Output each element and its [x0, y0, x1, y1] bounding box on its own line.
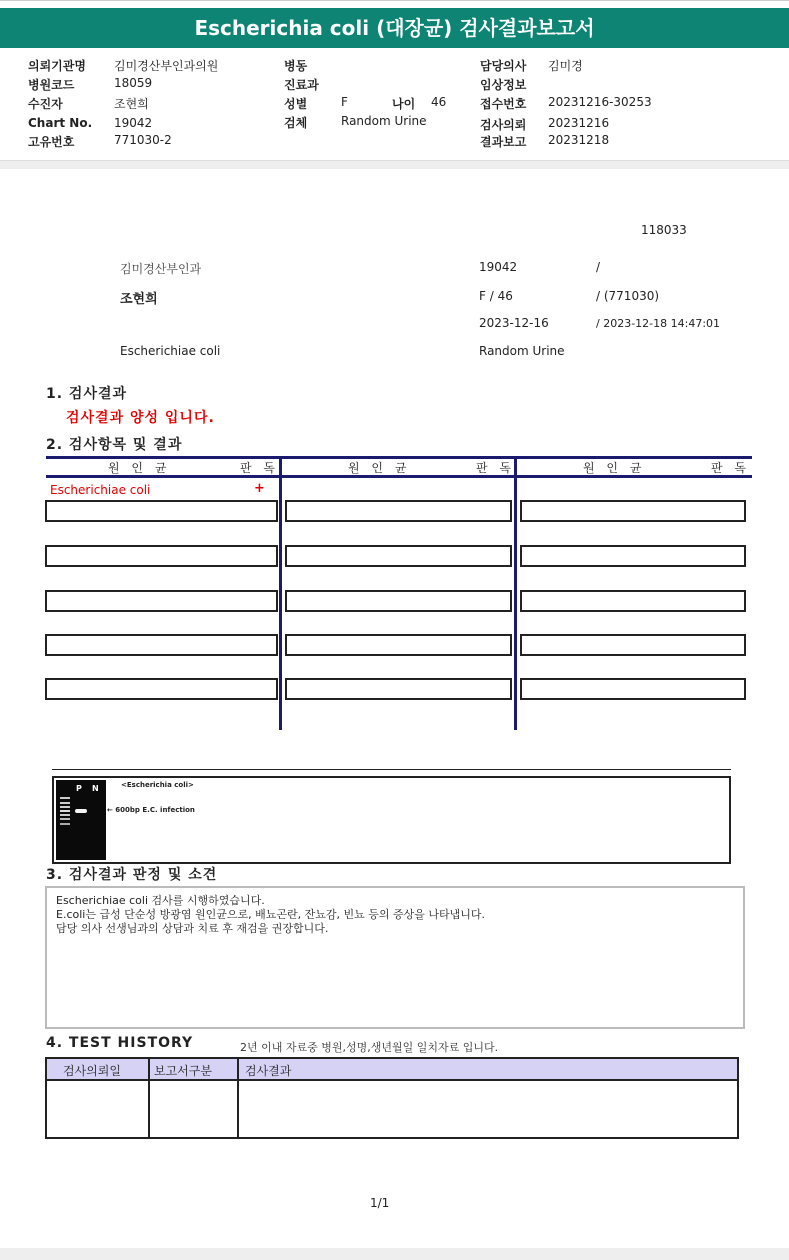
unique-no-value: 771030-2: [114, 133, 172, 147]
opinion-line: 담당 의사 선생님과의 상담과 치료 후 재검을 권장합니다.: [56, 922, 329, 935]
chart-label: Chart No.: [28, 116, 93, 130]
history-note: 2년 이내 자료중 병원,성명,생년월일 일치자료 입니다.: [240, 1041, 499, 1054]
bottom-bar: [0, 1248, 789, 1260]
col-organism-header-1: 원 인 균: [108, 461, 171, 475]
opinion-line: E.coli는 급성 단순성 방광염 원인균으로, 배뇨곤란, 잔뇨감, 빈뇨 등의 증상을 나타냅니다.: [56, 908, 485, 921]
col-organism-header-2: 원 인 균: [348, 461, 411, 475]
gel-caption: <Escherichia coli>: [121, 781, 194, 789]
receipt-value: 20231216-30253: [548, 95, 652, 109]
history-col-divider: [148, 1059, 150, 1137]
col-divider-1: [279, 456, 282, 730]
opinion-line: Escherichiae coli 검사를 시행하였습니다.: [56, 894, 265, 907]
age-label: 나이: [392, 97, 416, 111]
col-judge-header-3: 판 독: [711, 461, 750, 475]
sample-band: [75, 809, 87, 813]
section1-title: 1. 검사결과: [46, 386, 128, 402]
gel-top-rule: [52, 769, 731, 770]
report-title: Escherichia coli (대장균) 검사결과보고서: [0, 8, 789, 48]
sex-value: F: [341, 95, 348, 109]
unique-no-label: 고유번호: [28, 135, 75, 149]
gel-frame: [52, 776, 731, 864]
ladder-band: [60, 810, 70, 812]
info-report-datetime: / 2023-12-18 14:47:01: [596, 317, 721, 330]
ladder-band: [60, 818, 70, 820]
info-institution: 김미경산부인과: [120, 262, 202, 276]
institution-label: 의뢰기관명: [28, 59, 86, 73]
specimen-label: 검체: [284, 116, 308, 130]
result-box: [45, 678, 278, 700]
info-test-name: Escherichiae coli: [120, 344, 221, 358]
gel-band-label: ← 600bp E.C. infection: [107, 806, 195, 814]
result-box: [520, 634, 746, 656]
doctor-label: 담당의사: [480, 59, 527, 73]
info-chart-no: 19042: [479, 260, 518, 274]
info-birth: / (771030): [596, 289, 660, 303]
history-header-row: [47, 1059, 737, 1081]
patient-value: 조현희: [114, 97, 149, 111]
result-box: [45, 590, 278, 612]
request-label: 검사의뢰: [480, 118, 527, 132]
history-col-divider: [237, 1059, 239, 1137]
info-patient: 조현희: [120, 292, 158, 307]
result-box: [45, 634, 278, 656]
clinical-label: 임상정보: [480, 78, 527, 92]
result-box: [45, 500, 278, 522]
receipt-label: 접수번호: [480, 97, 527, 111]
item1-result: +: [254, 481, 265, 496]
report-id: 118033: [641, 223, 687, 237]
result-box: [520, 678, 746, 700]
doctor-value: 김미경: [548, 59, 583, 73]
specimen-value: Random Urine: [341, 114, 427, 128]
chart-value: 19042: [114, 116, 153, 130]
result-box: [520, 545, 746, 567]
ward-label: 병동: [284, 59, 308, 73]
result-box: [285, 545, 512, 567]
result-box: [285, 634, 512, 656]
report-date-label: 결과보고: [480, 135, 527, 149]
history-col-result: 검사결과: [245, 1064, 292, 1078]
ladder-band: [60, 823, 70, 825]
col-judge-header-2: 판 독: [476, 461, 515, 475]
header-separator: [0, 160, 789, 169]
result-box: [520, 500, 746, 522]
section4-title: 4. TEST HISTORY: [46, 1035, 194, 1051]
section2-title: 2. 검사항목 및 결과: [46, 437, 183, 453]
hospital-code-label: 병원코드: [28, 78, 75, 92]
result-box: [520, 590, 746, 612]
result-box: [285, 500, 512, 522]
report-date-value: 20231218: [548, 133, 610, 147]
gel-lane-n: N: [92, 784, 99, 793]
col-organism-header-3: 원 인 균: [583, 461, 646, 475]
dept-label: 진료과: [284, 78, 319, 92]
gel-lane-p: P: [76, 784, 82, 793]
ladder-band: [60, 802, 70, 804]
info-specimen: Random Urine: [479, 344, 565, 358]
col-judge-header-1: 판 독: [240, 461, 279, 475]
ladder-band: [60, 814, 70, 816]
section1-result: 검사결과 양성 입니다.: [66, 410, 215, 426]
gel-image: [56, 780, 106, 860]
history-table: [45, 1057, 739, 1139]
info-request-date: 2023-12-16: [479, 316, 549, 330]
sex-label: 성별: [284, 97, 308, 111]
page-number: 1/1: [370, 1196, 390, 1210]
opinion-text: [56, 894, 485, 936]
hospital-code-value: 18059: [114, 76, 153, 90]
institution-value: 김미경산부인과의원: [114, 59, 219, 73]
top-border: [0, 0, 789, 1]
age-value: 46: [431, 95, 447, 109]
section3-title: 3. 검사결과 판정 및 소견: [46, 867, 218, 883]
info-slash: /: [596, 260, 601, 274]
result-box: [285, 590, 512, 612]
history-col-request-date: 검사의뢰일: [63, 1064, 121, 1078]
opinion-box: [45, 886, 745, 1029]
info-sex-age: F / 46: [479, 289, 513, 303]
request-value: 20231216: [548, 116, 610, 130]
result-box: [285, 678, 512, 700]
col-divider-2: [514, 456, 517, 730]
ladder-band: [60, 806, 70, 808]
patient-label: 수진자: [28, 97, 63, 111]
ladder-band: [60, 797, 70, 799]
result-box: [45, 545, 278, 567]
item1-organism: Escherichiae coli: [50, 483, 151, 497]
history-col-report-type: 보고서구분: [154, 1064, 212, 1078]
